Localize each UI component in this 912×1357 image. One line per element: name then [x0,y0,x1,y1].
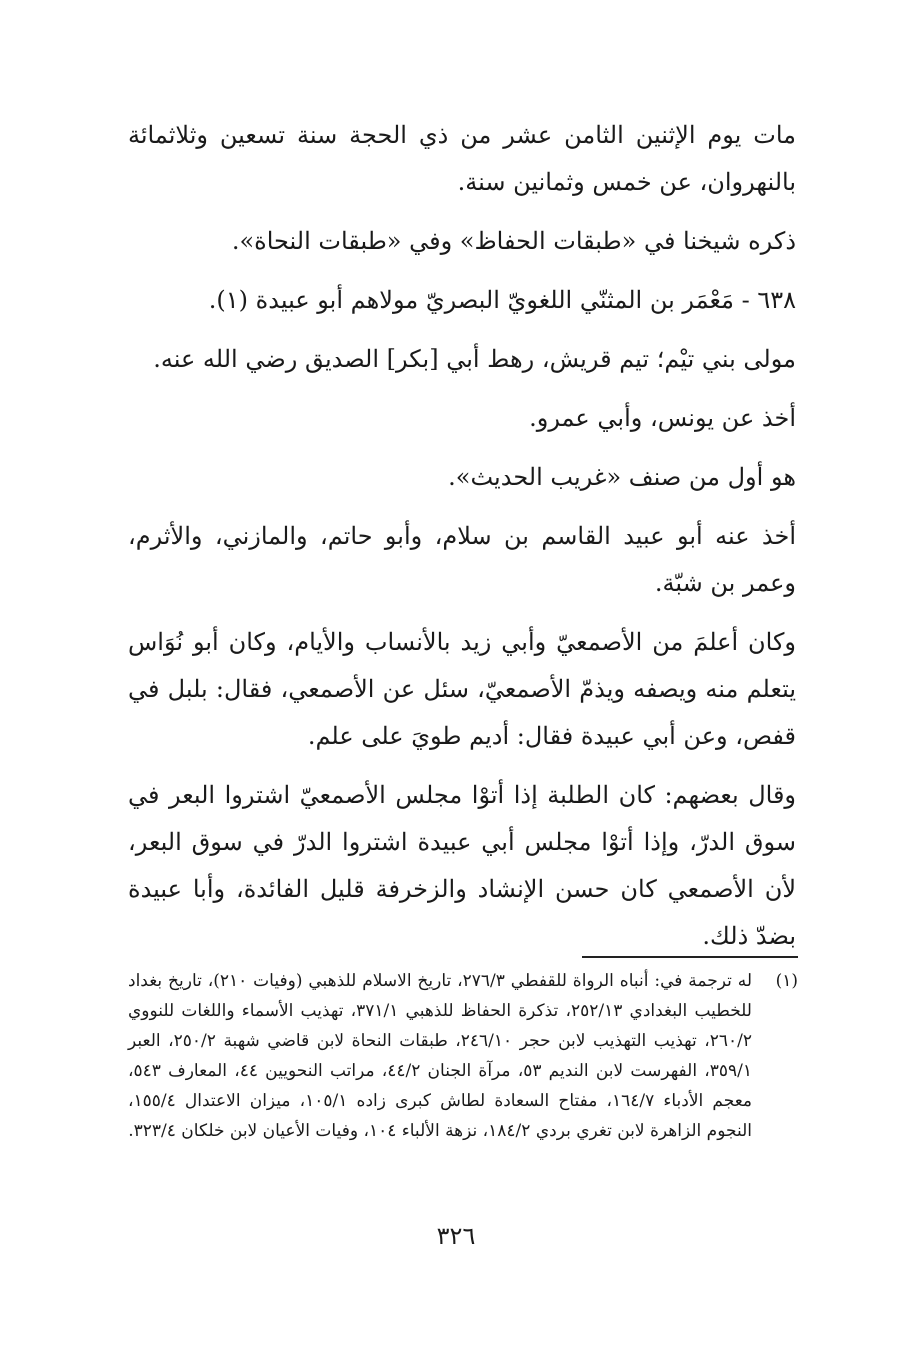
main-text-block [128,112,796,972]
footnote-divider [582,956,798,958]
footnote-text: له ترجمة في: أنباه الرواة للقفطي ٢٧٦/٣، تاريخ الاسلام للذهبي (وفيات ٢١٠)، تاريخ بغداد للخطيب البغدادي ٢٥٢/١٣، تذكرة الحفاظ للذهبي ٣٧١/١، تهذيب الأسماء واللغات للنووي ٢٦٠/٢، تهذيب التهذيب لابن حجر ٢٤٦/١٠، طبقات النحاة لابن قاضي شهبة ٢٥٠/٢، العبر ٣٥٩/١، الفهرست لابن النديم ٥٣، مرآة الجنان ٤٤/٢، مراتب النحويين ٤٤، المعارف ٥٤٣، معجم الأدباء ١٦٤/٧، مفتاح السعادة لطاش كبرى زاده ١٠٥/١، ميزان الاعتدال ١٥٥/٤، النجوم الزاهرة لابن تغري بردي ١٨٤/٢، نزهة الألباء ١٠٤، وفيات الأعيان لابن خلكان ٣٢٣/٤. [128,971,752,1141]
paragraph-teachers: أخذ عن يونس، وأبي عمرو. [529,404,796,432]
paragraph-comparison: وكان أعلمَ من الأصمعيّ وأبي زيد بالأنساب والأيام، وكان أبو نُوَاس يتعلم منه ويصفه ويذمّ الأصمعيّ، سئل عن الأصمعي، فقال: بلبل في قفص، وعن أبي عبيدة فقال: أديم طويَ على علم. [128,628,796,750]
paragraph-death-date: مات يوم الإثنين الثامن عشر من ذي الحجة سنة تسعين وثلاثمائة بالنهروان، عن خمس وثمانين سنة. [128,121,796,196]
paragraph-first-author: هو أول من صنف «غريب الحديث». [448,463,796,491]
entry-heading-638: ٦٣٨ - مَعْمَر بن المثنّي اللغويّ البصريّ مولاهم أبو عبيدة (١). [208,286,796,314]
paragraph-mentioned-by: ذكره شيخنا في «طبقات الحفاظ» وفي «طبقات النحاة». [231,227,796,255]
paragraph-anecdote: وقال بعضهم: كان الطلبة إذا أتوْا مجلس الأصمعيّ اشتروا البعر في سوق الدرّ، وإذا أتوْا مجلس أبي عبيدة اشتروا الدرّ في سوق البعر، لأن الأصمعي كان حسن الإنشاد والزخرفة قليل الفائدة، وأبا عبيدة بضدّ ذلك. [128,781,796,950]
paragraph-lineage: مولى بني تيْم؛ تيم قريش، رهط أبي [بكر] الصديق رضي الله عنه. [153,345,796,373]
paragraph-students: أخذ عنه أبو عبيد القاسم بن سلام، وأبو حاتم، والمازني، والأثرم، وعمر بن شبّة. [128,522,796,597]
footnote [128,966,798,1146]
page-number: ٣٢٦ [436,1222,476,1250]
footnote-marker: (١) [775,971,798,991]
